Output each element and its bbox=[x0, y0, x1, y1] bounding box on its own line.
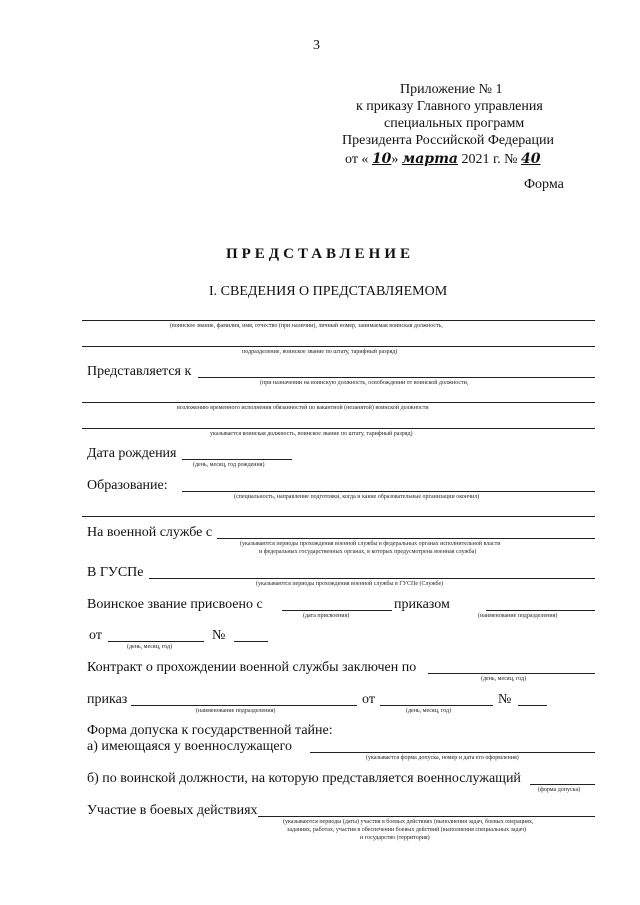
position-line[interactable] bbox=[82, 428, 595, 429]
caption-subdivision: подразделение, воинское звание по штату, тарифный разряд) bbox=[242, 349, 398, 355]
presented-line[interactable] bbox=[198, 377, 595, 378]
from-label: от bbox=[89, 628, 102, 643]
presented-label: Представляется к bbox=[87, 364, 192, 379]
combat-label: Участие в боевых действиях bbox=[87, 803, 258, 818]
appendix-date bbox=[345, 151, 541, 168]
assign-subdiv-line[interactable] bbox=[486, 610, 595, 611]
order-number-sign: № bbox=[498, 692, 512, 707]
order-subdiv-line[interactable] bbox=[131, 705, 357, 706]
date-day: 10 bbox=[371, 151, 392, 167]
order-date-line[interactable] bbox=[380, 705, 493, 706]
order-number-handwritten: 40 bbox=[521, 151, 541, 167]
appendix-line-3: специальных программ bbox=[384, 116, 525, 131]
number-sign: № bbox=[212, 628, 226, 643]
combat-line[interactable] bbox=[258, 816, 595, 817]
caption-contract-date: (день, месяц, год) bbox=[481, 676, 527, 682]
caption-day-month-year: (день, месяц, год) bbox=[127, 644, 173, 650]
caption-clearance-form: (форма допуска) bbox=[538, 787, 581, 793]
appendix-line-1: Приложение № 1 bbox=[400, 82, 503, 97]
caption-education: (специальность, направление подготовки, когда и какие образовательные организации окончил) bbox=[234, 494, 480, 500]
clearance-title: Форма допуска к государственной тайне: bbox=[87, 723, 333, 738]
caption-appointment: (при назначении на воинскую должность, освобождении от воинской должности, bbox=[260, 380, 469, 386]
date-prefix: от « bbox=[345, 152, 369, 167]
caption-order-subdiv: (наименование подразделения) bbox=[196, 708, 276, 714]
caption-service-1: (указываются периоды прохождения военной службы в федеральных органах исполнительной власти bbox=[240, 541, 501, 547]
from-date-line[interactable] bbox=[108, 641, 204, 642]
caption-order-date: (день, месяц, год) bbox=[406, 708, 452, 714]
caption-combat-1: (указываются периоды (даты) участия в боевых действиях (выполнения задач, боевых операциях, bbox=[283, 819, 534, 825]
order-label: приказ bbox=[87, 692, 128, 707]
caption-subdiv-name: (наименование подразделения) bbox=[478, 613, 558, 619]
subdivision-line[interactable] bbox=[82, 346, 595, 347]
form-label: Форма bbox=[524, 177, 564, 192]
temporary-line[interactable] bbox=[82, 402, 595, 403]
birth-date-label: Дата рождения bbox=[87, 446, 177, 461]
contract-label: Контракт о прохождении военной службы заключен по bbox=[87, 660, 417, 675]
appendix-line-4: Президента Российской Федерации bbox=[342, 133, 554, 148]
order-from-label: от bbox=[362, 692, 375, 707]
assign-date-line[interactable] bbox=[282, 610, 392, 611]
contract-date-line[interactable] bbox=[428, 673, 595, 674]
document-title: ПРЕДСТАВЛЕНИЕ bbox=[225, 246, 415, 262]
date-quote: » bbox=[391, 152, 399, 167]
caption-gusp: (указываются периоды прохождения военной службы в ГУСПе (Службе) bbox=[256, 581, 444, 587]
education-label: Образование: bbox=[87, 478, 168, 493]
date-year: 2021 г. № bbox=[461, 152, 518, 167]
clearance-b-label: б) по воинской должности, на которую представляется военнослужащий bbox=[87, 771, 521, 786]
gusp-label: В ГУСПе bbox=[87, 565, 144, 580]
rank-assigned-label: Воинское звание присвоено с bbox=[87, 597, 263, 612]
caption-combat-3: и государство (территория) bbox=[360, 835, 430, 841]
service-label: На военной службе с bbox=[87, 525, 213, 540]
caption-birth: (день, месяц, год рождения) bbox=[193, 462, 265, 468]
order-number-line[interactable] bbox=[518, 705, 547, 706]
caption-position: указывается воинская должность, воинское звание по штату, тарифный разряд) bbox=[210, 431, 413, 437]
caption-assign-date: (дата присвоения) bbox=[303, 613, 350, 619]
service-line[interactable] bbox=[217, 538, 595, 539]
clearance-b-line[interactable] bbox=[530, 784, 595, 785]
gusp-line[interactable] bbox=[149, 578, 595, 579]
page-number: 3 bbox=[313, 38, 320, 53]
order-word-label: приказом bbox=[394, 597, 450, 612]
number-line[interactable] bbox=[234, 641, 268, 642]
rank-name-line[interactable] bbox=[82, 320, 595, 321]
date-month: марта bbox=[401, 151, 458, 167]
caption-combat-2: заданиях, работах, участия в обеспечении боевых действий (выполнения специальных задач) bbox=[287, 827, 527, 833]
appendix-line-2: к приказу Главного управления bbox=[356, 99, 543, 114]
birth-date-line[interactable] bbox=[182, 459, 292, 460]
education-line[interactable] bbox=[182, 491, 595, 492]
caption-service-2: и федеральных государственных органах, в которых предусмотрена военная служба) bbox=[259, 549, 477, 555]
education-line-2[interactable] bbox=[82, 516, 595, 517]
caption-rank-name: (воинское звание, фамилия, имя, отчество (при наличии), личный номер, занимаемая воинская должность, bbox=[170, 323, 443, 329]
clearance-a-line[interactable] bbox=[310, 752, 595, 753]
clearance-a-label: а) имеющаяся у военнослужащего bbox=[87, 739, 293, 754]
caption-clearance: (указывается форма допуска, номер и дата его оформления) bbox=[366, 755, 519, 761]
section-heading: I. СВЕДЕНИЯ О ПРЕДСТАВЛЯЕМОМ bbox=[209, 284, 448, 299]
caption-temporary: возложению временного исполнения обязанностей по вакантной (незанятой) воинской должности bbox=[177, 405, 429, 411]
